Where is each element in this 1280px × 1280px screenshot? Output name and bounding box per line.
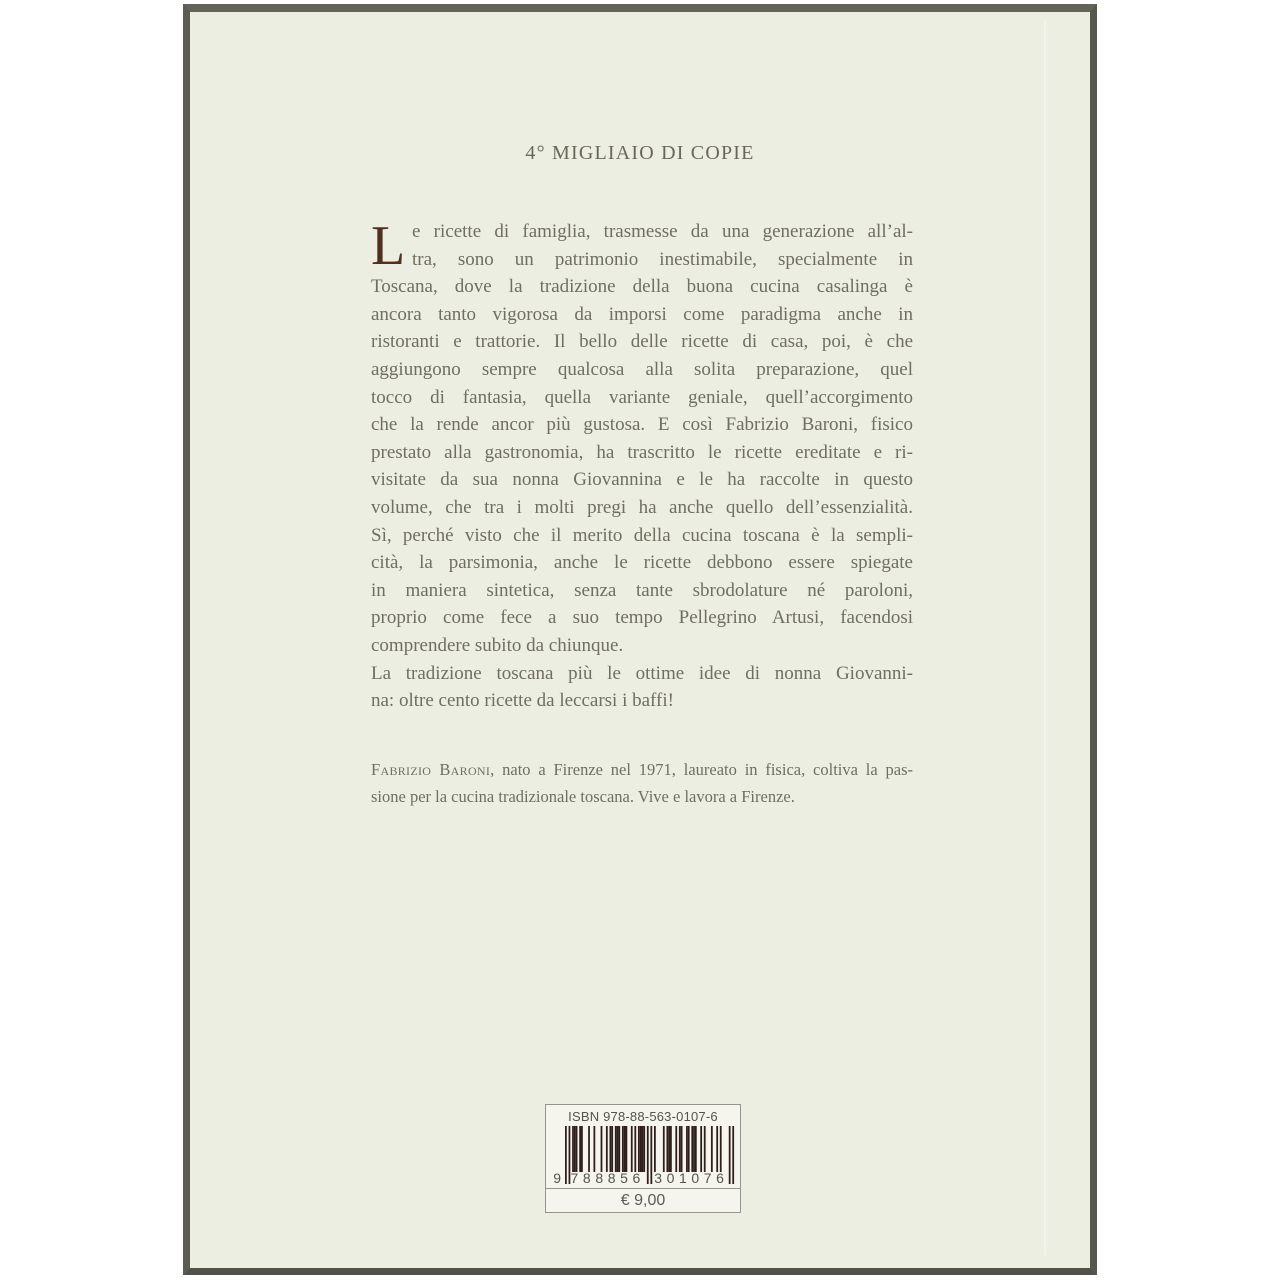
text-line: e ricette di famiglia, trasmesse da una generazione all’al- xyxy=(412,221,913,242)
cover-crease-line xyxy=(1044,20,1047,1255)
text-line: comprendere subito da chiunque. xyxy=(371,634,624,656)
bio-line-1-text: , nato a Firenze nel 1971, laureato in fisica, coltiva la pas- xyxy=(490,760,913,779)
description-column xyxy=(371,215,913,715)
text-line: La tradizione toscana più le ottime idee di nonna Giovanni- xyxy=(371,662,913,684)
cover-inner xyxy=(190,12,1090,1268)
text-line: tra, sono un patrimonio inestimabile, specialmente in xyxy=(412,248,913,270)
barcode xyxy=(551,1126,735,1186)
text-line: ristoranti e trattorie. Il bello delle ricette di casa, poi, è che xyxy=(371,331,913,353)
promo-header: 4° MIGLIAIO DI COPIE xyxy=(525,142,755,164)
svg-text:301076: 301076 xyxy=(654,1170,729,1186)
author-name: Fabrizio Baroni xyxy=(371,760,491,779)
text-line: cità, la parsimonia, anche le ricette debbono essere spiegate xyxy=(371,552,913,574)
text-line: visitate da sua nonna Giovannina e le ha raccolte in questo xyxy=(371,469,913,491)
text-line: prestato alla gastronomia, ha trascritto le ricette ereditate e ri- xyxy=(371,441,913,463)
book-cover xyxy=(183,4,1097,1275)
text-line: proprio come fece a suo tempo Pellegrino Artusi, facendosi xyxy=(371,607,913,629)
text-line: in maniera sintetica, senza tante sbrodolature né paroloni, xyxy=(371,579,913,601)
text-line: aggiungono sempre qualcosa alla solita preparazione, quel xyxy=(371,358,913,380)
drop-cap: L xyxy=(371,215,406,277)
svg-text:788856: 788856 xyxy=(570,1170,645,1186)
isbn-text: ISBN 978-88-563-0107-6 xyxy=(568,1109,718,1124)
bio-line-1 xyxy=(371,756,913,783)
author-bio xyxy=(371,756,913,810)
text-line: volume, che tra i molti pregi ha anche quello dell’essenzialità. xyxy=(371,496,913,518)
text-line: che la rende ancor più gustosa. E così Fabrizio Baroni, fisico xyxy=(371,414,913,436)
svg-text:9: 9 xyxy=(553,1170,561,1186)
bio-line-2: sione per la cucina tradizionale toscana. Vive e lavora a Firenze. xyxy=(371,787,795,806)
text-line: Sì, perché visto che il merito della cucina toscana è la sempli- xyxy=(371,524,913,546)
text-line: Toscana, dove la tradizione della buona cucina casalinga è xyxy=(371,276,913,298)
text-line: ancora tanto vigorosa da imporsi come paradigma anche in xyxy=(371,303,913,325)
barcode-label xyxy=(545,1104,741,1213)
text-line: tocco di fantasia, quella variante geniale, quell’accorgimento xyxy=(371,386,913,408)
price-text: € 9,00 xyxy=(546,1188,740,1212)
text-line: na: oltre cento ricette da leccarsi i baffi! xyxy=(371,690,674,712)
barcode-svg xyxy=(551,1126,735,1186)
